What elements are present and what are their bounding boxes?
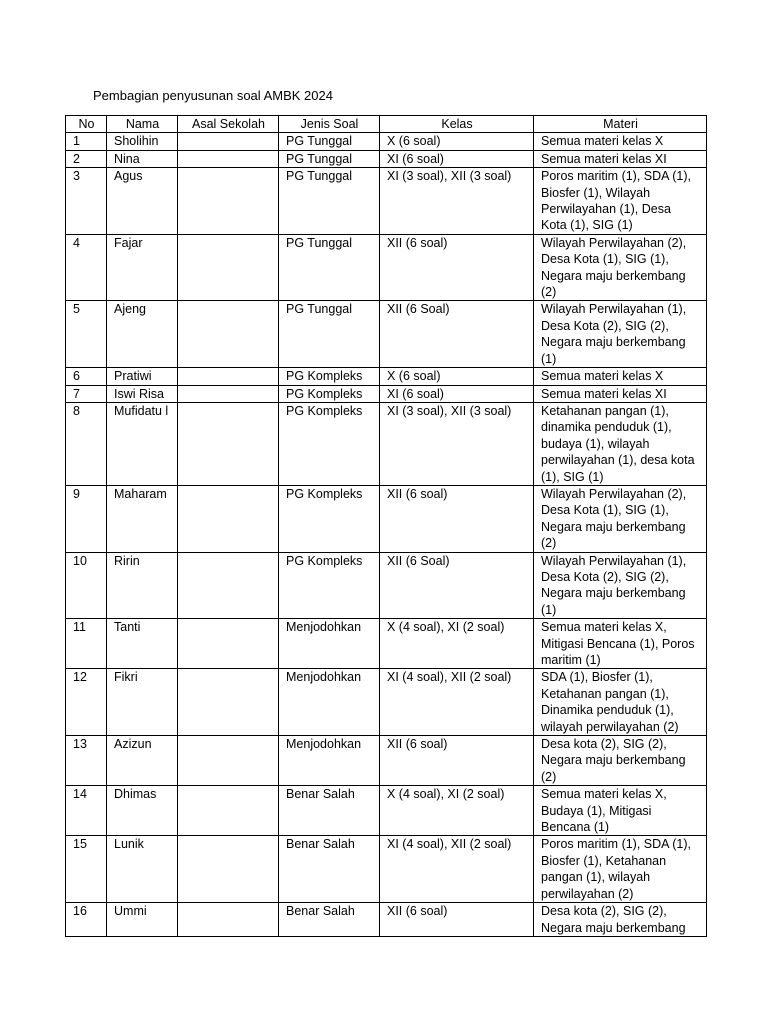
cell-no: 7: [66, 385, 107, 402]
cell-no: 3: [66, 168, 107, 235]
cell-no: 13: [66, 736, 107, 786]
cell-kelas: XI (6 soal): [380, 150, 534, 167]
cell-kelas: XI (4 soal), XII (2 soal): [380, 669, 534, 736]
cell-kelas: XII (6 Soal): [380, 552, 534, 619]
cell-asal-sekolah: [178, 402, 279, 485]
cell-asal-sekolah: [178, 619, 279, 669]
cell-jenis-soal: Menjodohkan: [279, 669, 380, 736]
cell-asal-sekolah: [178, 736, 279, 786]
cell-jenis-soal: Benar Salah: [279, 786, 380, 836]
cell-jenis-soal: PG Kompleks: [279, 368, 380, 385]
cell-no: 9: [66, 485, 107, 552]
table-row: [66, 903, 707, 937]
table-row: [66, 485, 707, 552]
cell-nama: Azizun: [107, 736, 178, 786]
cell-nama: Agus: [107, 168, 178, 235]
header-materi: Materi: [534, 116, 707, 133]
cell-materi: Poros maritim (1), SDA (1), Biosfer (1), Wilayah Perwilayahan (1), Desa Kota (1), SIG (1): [534, 168, 707, 235]
table-row: [66, 301, 707, 368]
cell-asal-sekolah: [178, 485, 279, 552]
cell-no: 8: [66, 402, 107, 485]
cell-asal-sekolah: [178, 368, 279, 385]
table-row: [66, 133, 707, 150]
page-title: Pembagian penyusunan soal AMBK 2024: [93, 88, 333, 103]
header-kelas: Kelas: [380, 116, 534, 133]
cell-asal-sekolah: [178, 150, 279, 167]
cell-nama: Mufidatu l: [107, 402, 178, 485]
cell-materi: Wilayah Perwilayahan (2), Desa Kota (1), SIG (1), Negara maju berkembang (2): [534, 234, 707, 301]
cell-materi: Desa kota (2), SIG (2), Negara maju berkembang: [534, 903, 707, 937]
cell-no: 4: [66, 234, 107, 301]
cell-materi: Desa kota (2), SIG (2), Negara maju berkembang (2): [534, 736, 707, 786]
table-row: [66, 736, 707, 786]
assignment-table: [65, 115, 707, 937]
cell-no: 1: [66, 133, 107, 150]
cell-nama: Iswi Risa: [107, 385, 178, 402]
cell-jenis-soal: Benar Salah: [279, 836, 380, 903]
cell-materi: Semua materi kelas X: [534, 133, 707, 150]
header-jenis-soal: Jenis Soal: [279, 116, 380, 133]
cell-no: 2: [66, 150, 107, 167]
cell-asal-sekolah: [178, 903, 279, 937]
cell-materi: Semua materi kelas XI: [534, 150, 707, 167]
table-row: [66, 619, 707, 669]
cell-jenis-soal: PG Tunggal: [279, 301, 380, 368]
table-header-row: [66, 116, 707, 133]
table-row: [66, 669, 707, 736]
header-nama: Nama: [107, 116, 178, 133]
cell-kelas: XI (3 soal), XII (3 soal): [380, 168, 534, 235]
cell-jenis-soal: PG Kompleks: [279, 402, 380, 485]
cell-kelas: X (6 soal): [380, 368, 534, 385]
cell-no: 12: [66, 669, 107, 736]
cell-asal-sekolah: [178, 836, 279, 903]
cell-kelas: XII (6 soal): [380, 736, 534, 786]
cell-nama: Lunik: [107, 836, 178, 903]
cell-kelas: XI (6 soal): [380, 385, 534, 402]
cell-materi: Wilayah Perwilayahan (1), Desa Kota (2), SIG (2), Negara maju berkembang (1): [534, 552, 707, 619]
cell-nama: Fajar: [107, 234, 178, 301]
cell-nama: Maharam: [107, 485, 178, 552]
cell-asal-sekolah: [178, 234, 279, 301]
cell-no: 6: [66, 368, 107, 385]
cell-nama: Fikri: [107, 669, 178, 736]
cell-jenis-soal: PG Kompleks: [279, 552, 380, 619]
cell-asal-sekolah: [178, 552, 279, 619]
cell-kelas: XII (6 soal): [380, 234, 534, 301]
cell-jenis-soal: Benar Salah: [279, 903, 380, 937]
cell-kelas: X (4 soal), XI (2 soal): [380, 619, 534, 669]
cell-materi: Poros maritim (1), SDA (1), Biosfer (1), Ketahanan pangan (1), wilayah perwilayahan (2): [534, 836, 707, 903]
cell-asal-sekolah: [178, 301, 279, 368]
cell-jenis-soal: PG Tunggal: [279, 150, 380, 167]
cell-kelas: X (4 soal), XI (2 soal): [380, 786, 534, 836]
cell-nama: Ajeng: [107, 301, 178, 368]
cell-nama: Ummi: [107, 903, 178, 937]
cell-kelas: X (6 soal): [380, 133, 534, 150]
cell-nama: Nina: [107, 150, 178, 167]
table-row: [66, 552, 707, 619]
cell-asal-sekolah: [178, 786, 279, 836]
cell-no: 14: [66, 786, 107, 836]
cell-kelas: XII (6 soal): [380, 485, 534, 552]
cell-asal-sekolah: [178, 133, 279, 150]
cell-no: 5: [66, 301, 107, 368]
cell-nama: Tanti: [107, 619, 178, 669]
cell-no: 10: [66, 552, 107, 619]
table-row: [66, 368, 707, 385]
cell-jenis-soal: PG Kompleks: [279, 485, 380, 552]
table-row: [66, 150, 707, 167]
cell-materi: Wilayah Perwilayahan (1), Desa Kota (2), SIG (2), Negara maju berkembang (1): [534, 301, 707, 368]
cell-kelas: XI (4 soal), XII (2 soal): [380, 836, 534, 903]
cell-materi: SDA (1), Biosfer (1), Ketahanan pangan (1), Dinamika penduduk (1), wilayah perwilayahan (2): [534, 669, 707, 736]
cell-asal-sekolah: [178, 385, 279, 402]
cell-jenis-soal: Menjodohkan: [279, 736, 380, 786]
cell-jenis-soal: PG Kompleks: [279, 385, 380, 402]
cell-nama: Sholihin: [107, 133, 178, 150]
table-row: [66, 168, 707, 235]
cell-nama: Ririn: [107, 552, 178, 619]
cell-nama: Dhimas: [107, 786, 178, 836]
cell-materi: Semua materi kelas X, Budaya (1), Mitigasi Bencana (1): [534, 786, 707, 836]
cell-nama: Pratiwi: [107, 368, 178, 385]
cell-kelas: XII (6 Soal): [380, 301, 534, 368]
cell-materi: Semua materi kelas XI: [534, 385, 707, 402]
cell-kelas: XI (3 soal), XII (3 soal): [380, 402, 534, 485]
cell-materi: Semua materi kelas X: [534, 368, 707, 385]
cell-jenis-soal: Menjodohkan: [279, 619, 380, 669]
cell-jenis-soal: PG Tunggal: [279, 133, 380, 150]
cell-no: 15: [66, 836, 107, 903]
table-row: [66, 786, 707, 836]
cell-jenis-soal: PG Tunggal: [279, 168, 380, 235]
table-row: [66, 836, 707, 903]
cell-materi: Semua materi kelas X, Mitigasi Bencana (1), Poros maritim (1): [534, 619, 707, 669]
cell-no: 11: [66, 619, 107, 669]
table-row: [66, 402, 707, 485]
cell-materi: Ketahanan pangan (1), dinamika penduduk (1), budaya (1), wilayah perwilayahan (1), desa kota (1), SIG (1): [534, 402, 707, 485]
cell-jenis-soal: PG Tunggal: [279, 234, 380, 301]
header-asal-sekolah: Asal Sekolah: [178, 116, 279, 133]
cell-kelas: XII (6 soal): [380, 903, 534, 937]
table-row: [66, 385, 707, 402]
cell-asal-sekolah: [178, 669, 279, 736]
table-row: [66, 234, 707, 301]
cell-asal-sekolah: [178, 168, 279, 235]
cell-no: 16: [66, 903, 107, 937]
header-no: No: [66, 116, 107, 133]
cell-materi: Wilayah Perwilayahan (2), Desa Kota (1), SIG (1), Negara maju berkembang (2): [534, 485, 707, 552]
